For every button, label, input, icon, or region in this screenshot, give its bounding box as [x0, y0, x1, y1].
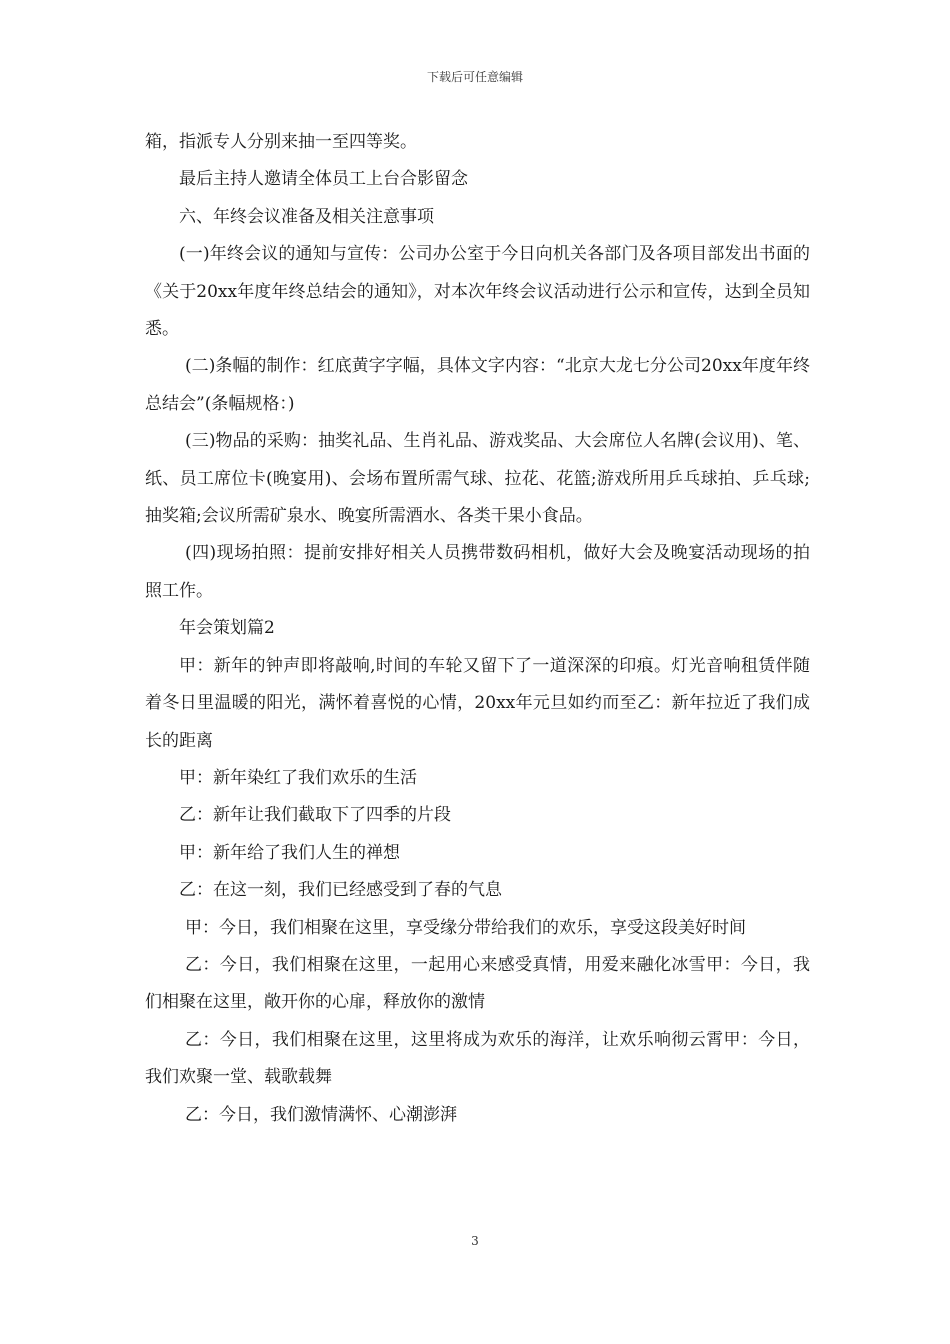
- paragraph: 甲：新年的钟声即将敲响,时间的车轮又留下了一道深深的印痕。灯光音响租赁伴随着冬日里温暖的阳光，满怀着喜悦的心情，20xx年元旦如约而至乙：新年拉近了我们成长的距离: [145, 655, 810, 751]
- section-heading: 年会策划篇2: [179, 618, 275, 639]
- paragraph: (一)年终会议的通知与宣传：公司办公室于今日向机关各部门及各项目部发出书面的《关于20xx年度年终总结会的通知》，对本次年终会议活动进行公示和宣传，达到全员知悉。: [145, 244, 810, 340]
- page-number: 3: [471, 1234, 479, 1248]
- dialogue-line: 乙：今日，我们相聚在这里，一起用心来感受真情，用爱来融化冰雪甲：今日，我们相聚在这里，敞开你的心扉，释放你的激情: [145, 954, 810, 1013]
- dialogue-line: 乙：今日，我们相聚在这里，这里将成为欢乐的海洋，让欢乐响彻云霄甲：今日，我们欢聚一堂、载歌载舞: [145, 1029, 810, 1088]
- paragraph: (三)物品的采购：抽奖礼品、生肖礼品、游戏奖品、大会席位人名牌(会议用)、笔、纸、员工席位卡(晚宴用)、会场布置所需气球、拉花、花篮;游戏所用乒乓球拍、乒乓球;抽奖箱;会议所需矿泉水、晚宴所需酒水、各类干果小食品。: [145, 431, 810, 527]
- header-note: 下载后可任意编辑: [426, 70, 523, 84]
- dialogue-line: 乙：在这一刻，我们已经感受到了春的气息: [179, 880, 502, 901]
- dialogue-line: 甲：今日，我们相聚在这里，享受缘分带给我们的欢乐，享受这段美好时间: [185, 917, 746, 938]
- paragraph: 最后主持人邀请全体员工上台合影留念: [179, 169, 468, 190]
- paragraph: (四)现场拍照：提前安排好相关人员携带数码相机，做好大会及晚宴活动现场的拍照工作。: [145, 543, 810, 601]
- dialogue-line: 乙：新年让我们截取下了四季的片段: [179, 805, 451, 826]
- dialogue-line: 甲：新年给了我们人生的禅想: [179, 842, 400, 863]
- document-body: [145, 124, 810, 1134]
- paragraph: (二)条幅的制作：红底黄字字幅，具体文字内容：“北京大龙七分公司20xx年度年终总结会”(条幅规格：): [145, 356, 810, 414]
- paragraph: 箱，指派专人分别来抽一至四等奖。: [145, 132, 417, 152]
- dialogue-line: 甲：新年染红了我们欢乐的生活: [179, 767, 417, 788]
- section-heading: 六、年终会议准备及相关注意事项: [179, 206, 434, 227]
- dialogue-line: 乙：今日，我们激情满怀、心潮澎湃: [185, 1104, 457, 1125]
